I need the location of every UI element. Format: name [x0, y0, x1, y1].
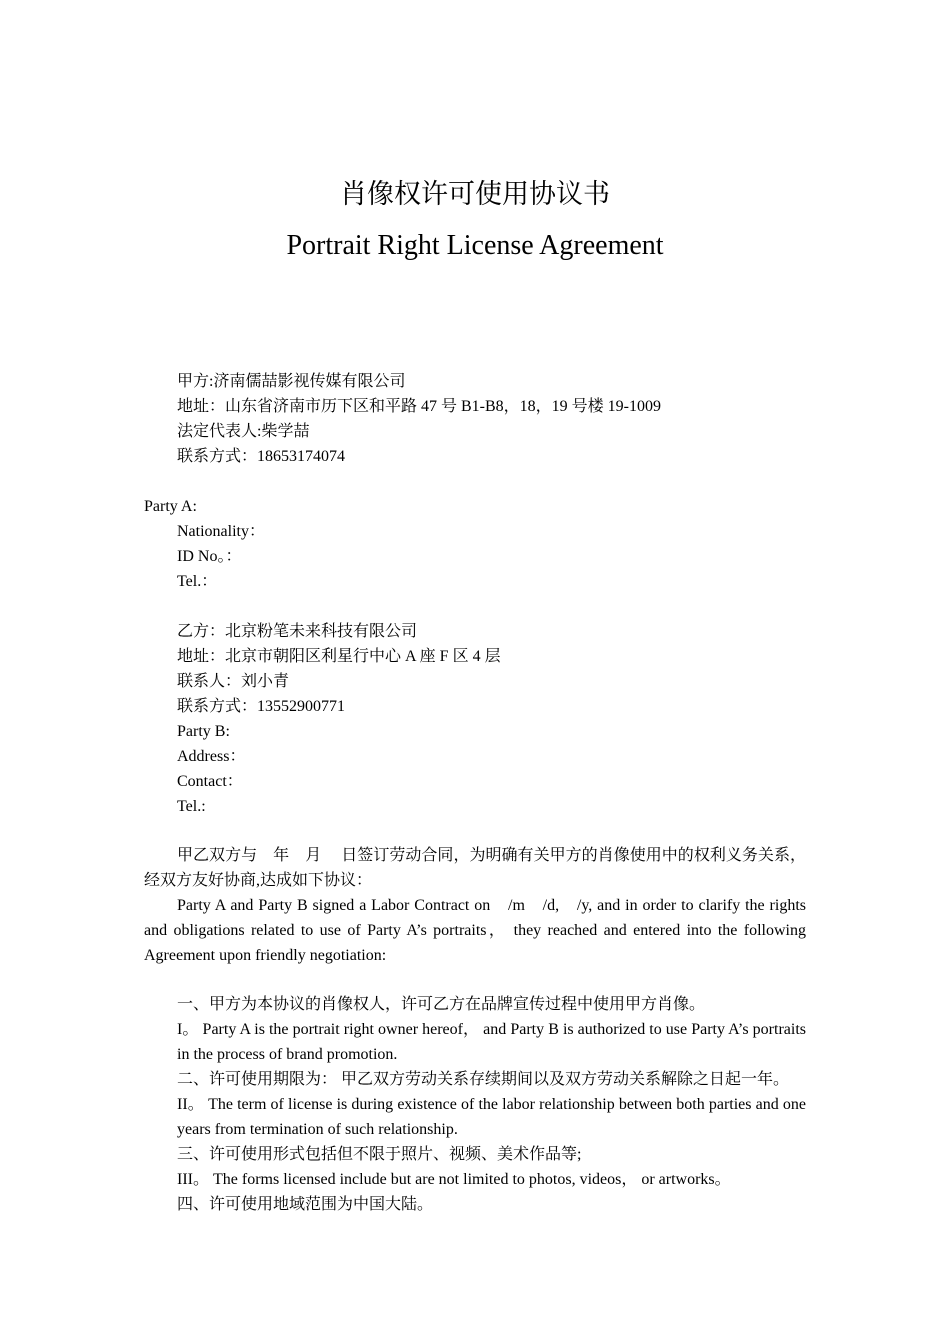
party-b-name-cn: 乙方：北京粉笔未来科技有限公司	[177, 623, 418, 640]
party-a-legal-rep-cn: 法定代表人:柴学喆	[177, 423, 310, 440]
party-a-name-cn: 甲方:济南儒喆影视传媒有限公司	[177, 373, 406, 390]
party-a-contact-cn: 联系方式：18653174074	[177, 448, 346, 465]
party-b-contact-cn: 联系方式：13552900771	[177, 698, 346, 715]
clause-1-cn: 一、甲方为本协议的肖像权人，许可乙方在品牌宣传过程中使用甲方肖像。	[177, 996, 706, 1013]
party-a-id-en: ID No。：	[177, 548, 242, 565]
clause-4-cn: 四、许可使用地域范围为中国大陆。	[177, 1196, 434, 1213]
party-b-address-cn: 地址：北京市朝阳区利星行中心 A 座 F 区 4 层	[177, 648, 501, 665]
party-b-contact-en: Contact：	[177, 773, 243, 790]
intro-paragraph-cn: 甲乙双方与 年 月 日签订劳动合同，为明确有关甲方的肖像使用中的权利义务关系，经双方友好协商,达成如下协议：	[144, 847, 806, 889]
party-a-tel-en: Tel.：	[177, 573, 218, 590]
party-b-address-en: Address：	[177, 748, 246, 765]
document-title-en: Portrait Right License Agreement	[286, 230, 664, 261]
party-b-tel-en: Tel.:	[177, 798, 206, 815]
clause-2-cn: 二、许可使用期限为： 甲乙双方劳动关系存续期间以及双方劳动关系解除之日起一年。	[177, 1071, 790, 1088]
party-b-label-en: Party B:	[177, 723, 230, 740]
party-a-address-cn: 地址：山东省济南市历下区和平路 47 号 B1-B8，18，19 号楼 19-1009	[177, 398, 662, 415]
party-a-label-en: Party A:	[144, 498, 197, 515]
clause-3-en: III。 The forms licensed include but are not limited to photos, videos， or artworks。	[177, 1171, 731, 1188]
clause-3-cn: 三、许可使用形式包括但不限于照片、视频、美术作品等;	[177, 1146, 582, 1163]
party-a-nationality-en: Nationality：	[177, 523, 265, 540]
document-title-cn: 肖像权许可使用协议书	[340, 179, 610, 210]
clause-2-en: II。 The term of license is during existence of the labor relationship between both parties and one years from termination of such relationship.	[177, 1096, 806, 1138]
clause-1-en: I。 Party A is the portrait right owner hereof， and Party B is authorized to use Party A’s portraits in the process of brand promotion.	[177, 1021, 806, 1063]
party-b-contact-person-cn: 联系人：刘小青	[177, 673, 290, 690]
intro-paragraph-en: Party A and Party B signed a Labor Contract on /m /d, /y, and in order to clarify the rights and obligations related to use of Party A’s portraits， they reached and entered into the following Agreement upon friendly negotiation:	[144, 897, 806, 964]
